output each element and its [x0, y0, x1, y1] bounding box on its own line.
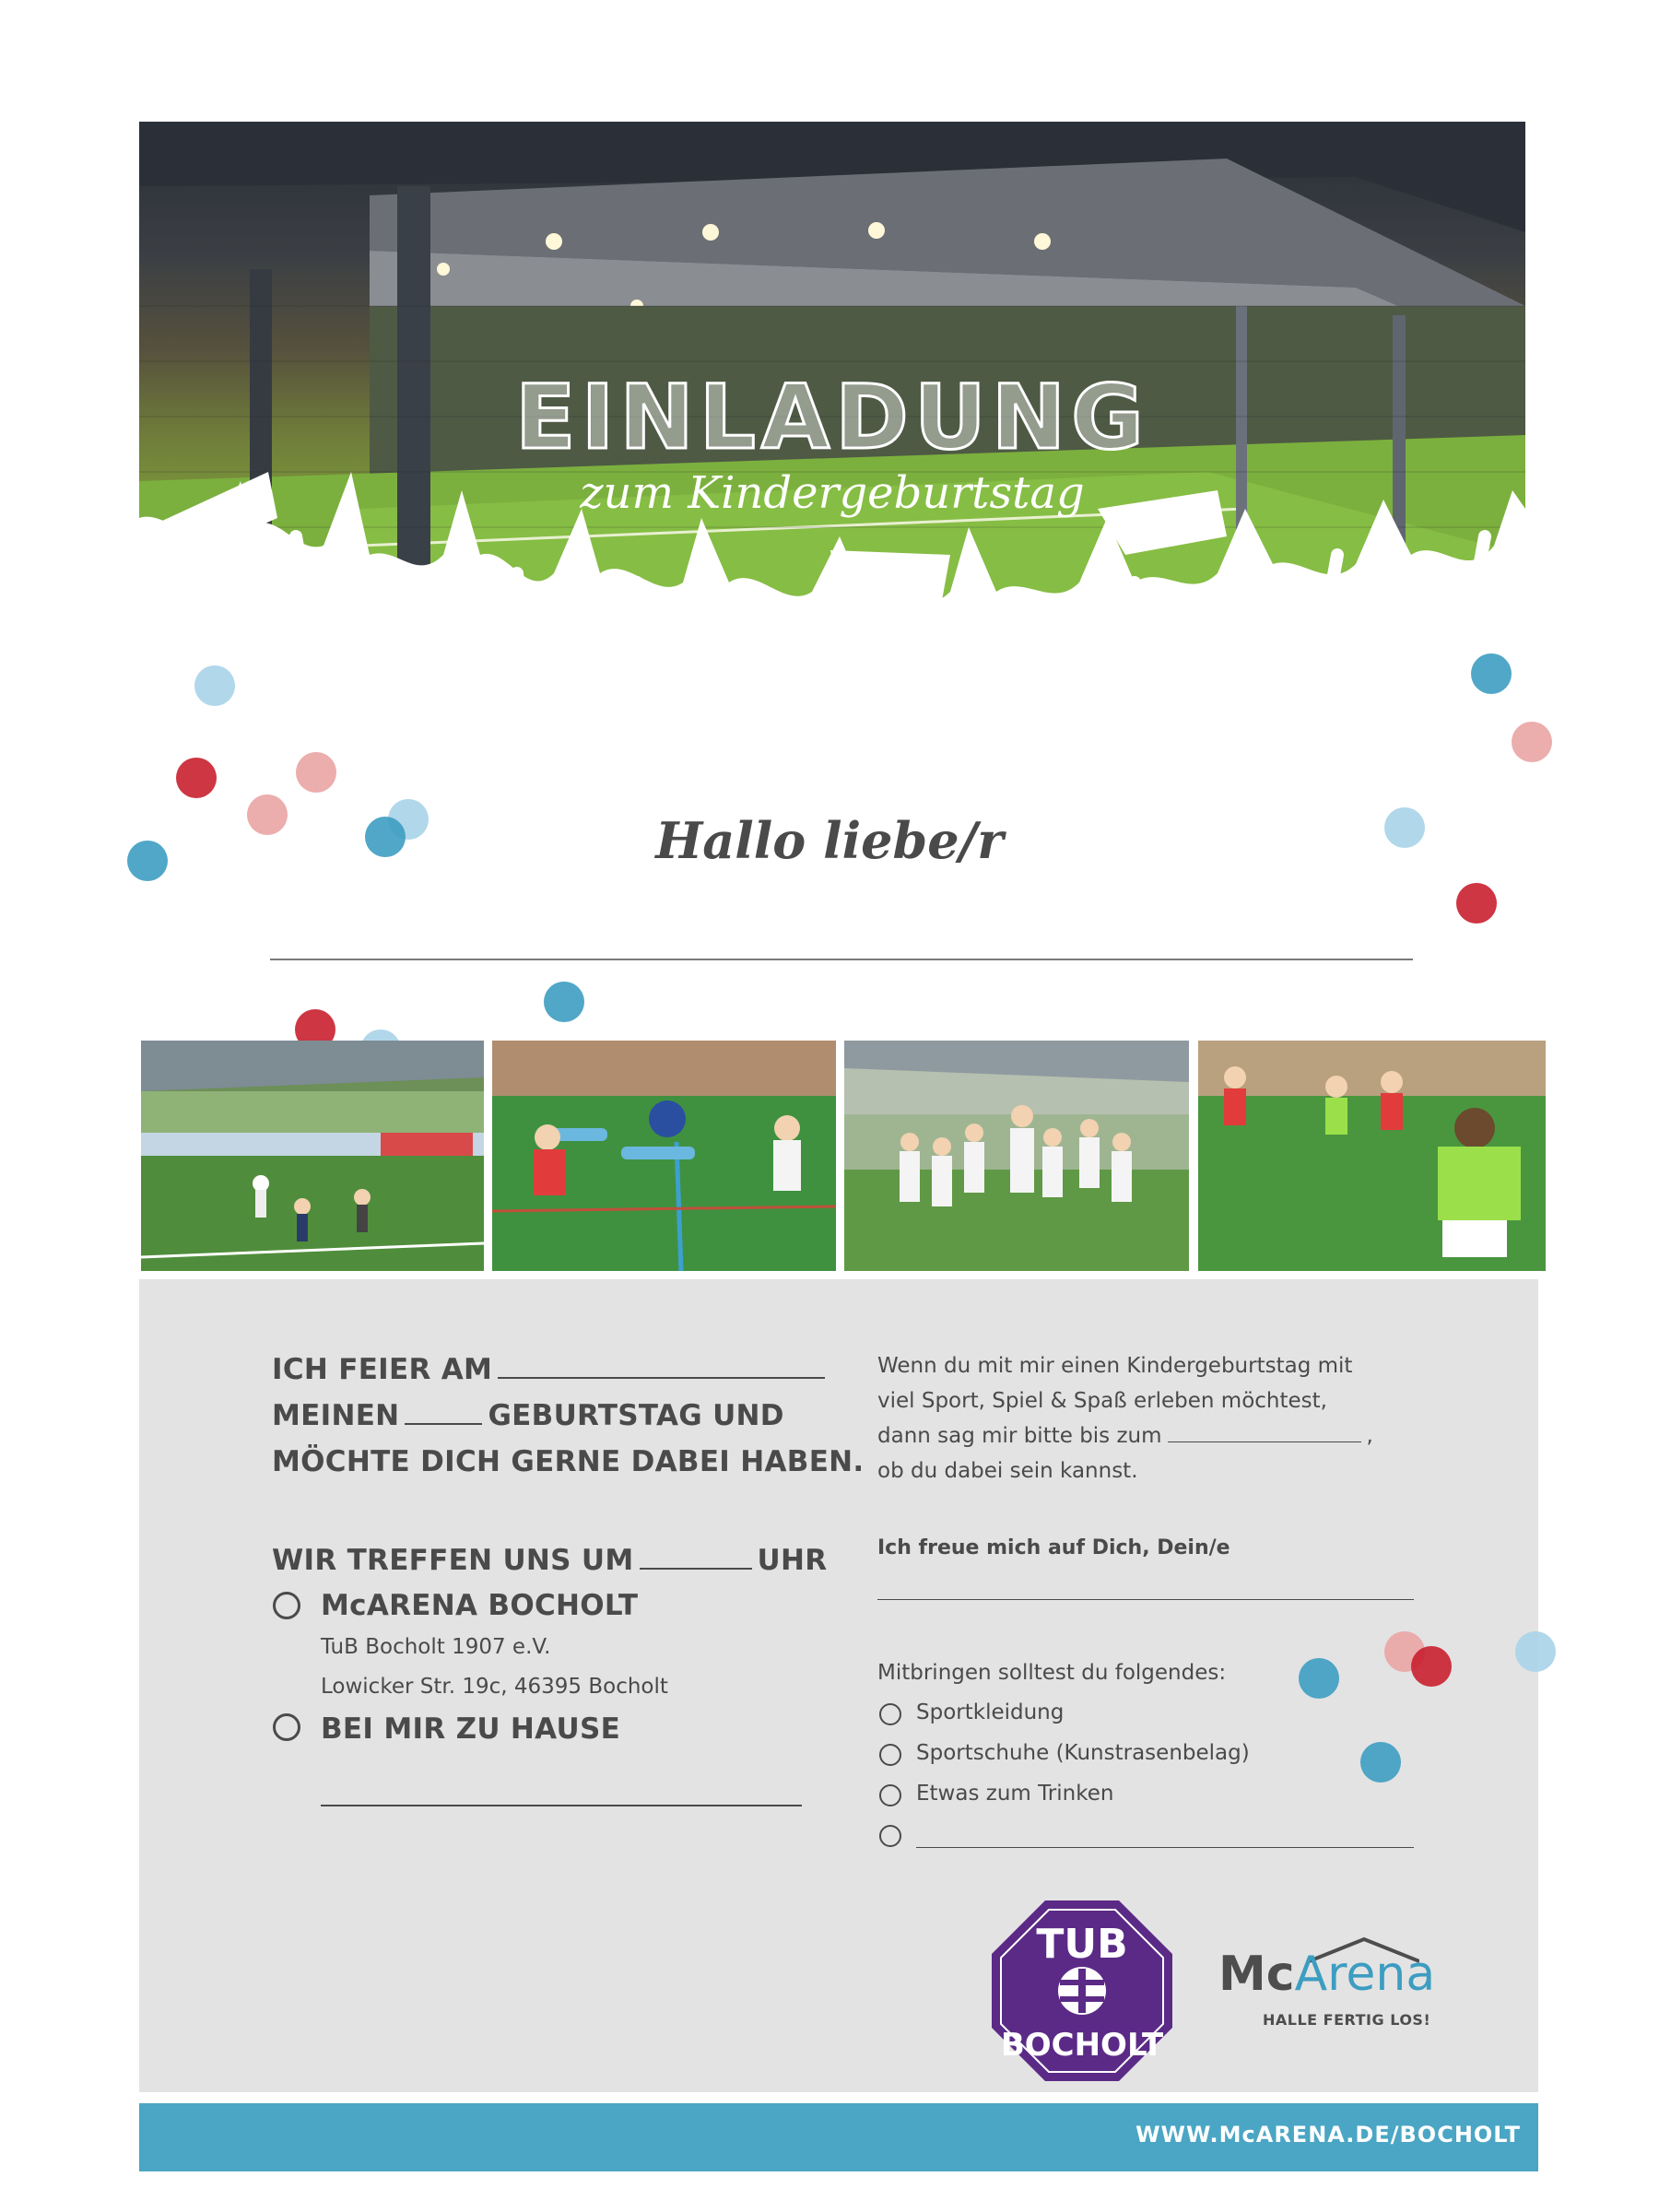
- uhr-label: UHR: [757, 1544, 828, 1577]
- bring-item-checkbox[interactable]: [879, 1703, 901, 1725]
- footer-url-link[interactable]: WWW.McARENA.DE/BOCHOLT: [1135, 2122, 1521, 2147]
- confetti-dot: [1360, 1742, 1401, 1783]
- bring-custom-line[interactable]: [916, 1847, 1414, 1848]
- tub-logo-top: TUB: [1036, 1921, 1128, 1968]
- rsvp-label: dann sag mir bitte bis zum: [877, 1424, 1162, 1448]
- photo-kids-playing: [492, 1041, 836, 1271]
- confetti-dot: [1456, 883, 1497, 924]
- hero-subtitle: zum Kindergeburtstag: [580, 467, 1085, 519]
- greeting: Hallo liebe/r: [655, 811, 1004, 870]
- invite-line: MÖCHTE DICH GERNE DABEI HABEN.: [272, 1445, 865, 1478]
- confetti-dot: [296, 752, 336, 793]
- photo-kids-running: [141, 1041, 484, 1271]
- age-label: MEINEN: [272, 1399, 400, 1432]
- confetti-dot: [544, 982, 584, 1022]
- message-line-1: Wenn du mit mir einen Kindergeburtstag mit: [877, 1354, 1353, 1378]
- date-label: ICH FEIER AM: [272, 1353, 493, 1386]
- mcarena-logo-mc: Mc: [1218, 1947, 1295, 2002]
- location-option-home: BEI MIR ZU HAUSE: [321, 1712, 621, 1746]
- message-line-3: [877, 1424, 1373, 1448]
- confetti-dot: [1299, 1658, 1339, 1699]
- confetti-dot: [1512, 722, 1552, 762]
- photo-kids-soccer: [1198, 1041, 1546, 1271]
- guest-name-line[interactable]: [270, 959, 1413, 960]
- location-option-home-radio[interactable]: [273, 1713, 300, 1741]
- bring-item: Sportschuhe (Kunstrasenbelag): [916, 1741, 1250, 1765]
- confetti-dot: [176, 758, 217, 798]
- location-option-mcarena: McARENA BOCHOLT: [321, 1589, 639, 1622]
- club-address: Lowicker Str. 19c, 46395 Bocholt: [321, 1675, 668, 1699]
- signoff: Ich freue mich auf Dich, Dein/e: [877, 1536, 1230, 1559]
- confetti-dot: [1515, 1631, 1556, 1672]
- signature-line[interactable]: [877, 1599, 1414, 1600]
- home-address-line[interactable]: [321, 1805, 802, 1806]
- hero-title: EINLADUNG: [515, 366, 1149, 469]
- hero-banner: [139, 122, 1525, 721]
- mcarena-tagline: HALLE FERTIG LOS!: [1263, 2011, 1431, 2029]
- tub-logo-bottom: BOCHOLT: [1000, 2027, 1164, 2064]
- age-label-2: GEBURTSTAG UND: [488, 1399, 784, 1432]
- bring-item-checkbox[interactable]: [879, 1784, 901, 1806]
- age-line: [272, 1399, 784, 1432]
- date-blank[interactable]: [498, 1376, 825, 1379]
- bring-title: Mitbringen solltest du folgendes:: [877, 1661, 1227, 1685]
- bring-item: Etwas zum Trinken: [916, 1782, 1114, 1806]
- confetti-dot: [1411, 1646, 1452, 1687]
- bring-item: Sportkleidung: [916, 1700, 1065, 1724]
- time-blank[interactable]: [640, 1567, 752, 1570]
- tub-bocholt-logo: [992, 1900, 1172, 2081]
- mcarena-logo: [1218, 1947, 1435, 2002]
- confetti-dot: [194, 665, 235, 706]
- message-line-2: viel Sport, Spiel & Spaß erleben möchtest,: [877, 1389, 1327, 1413]
- confetti-dot: [1471, 653, 1512, 694]
- mcarena-logo-arena: Arena: [1294, 1947, 1436, 2002]
- bring-item-checkbox[interactable]: [879, 1825, 901, 1847]
- meeting-time-line: [272, 1544, 827, 1577]
- message-line-4: ob du dabei sein kannst.: [877, 1459, 1138, 1483]
- location-option-mcarena-radio[interactable]: [273, 1592, 300, 1619]
- rsvp-date-blank[interactable]: [1168, 1441, 1361, 1442]
- rsvp-comma: ,: [1366, 1424, 1373, 1448]
- meeting-label: WIR TREFFEN UNS UM: [272, 1544, 634, 1577]
- date-line: [272, 1353, 830, 1386]
- club-name: TuB Bocholt 1907 e.V.: [321, 1635, 551, 1659]
- bring-item-checkbox[interactable]: [879, 1744, 901, 1766]
- photo-group-jumping: [844, 1041, 1189, 1271]
- age-blank[interactable]: [405, 1422, 482, 1425]
